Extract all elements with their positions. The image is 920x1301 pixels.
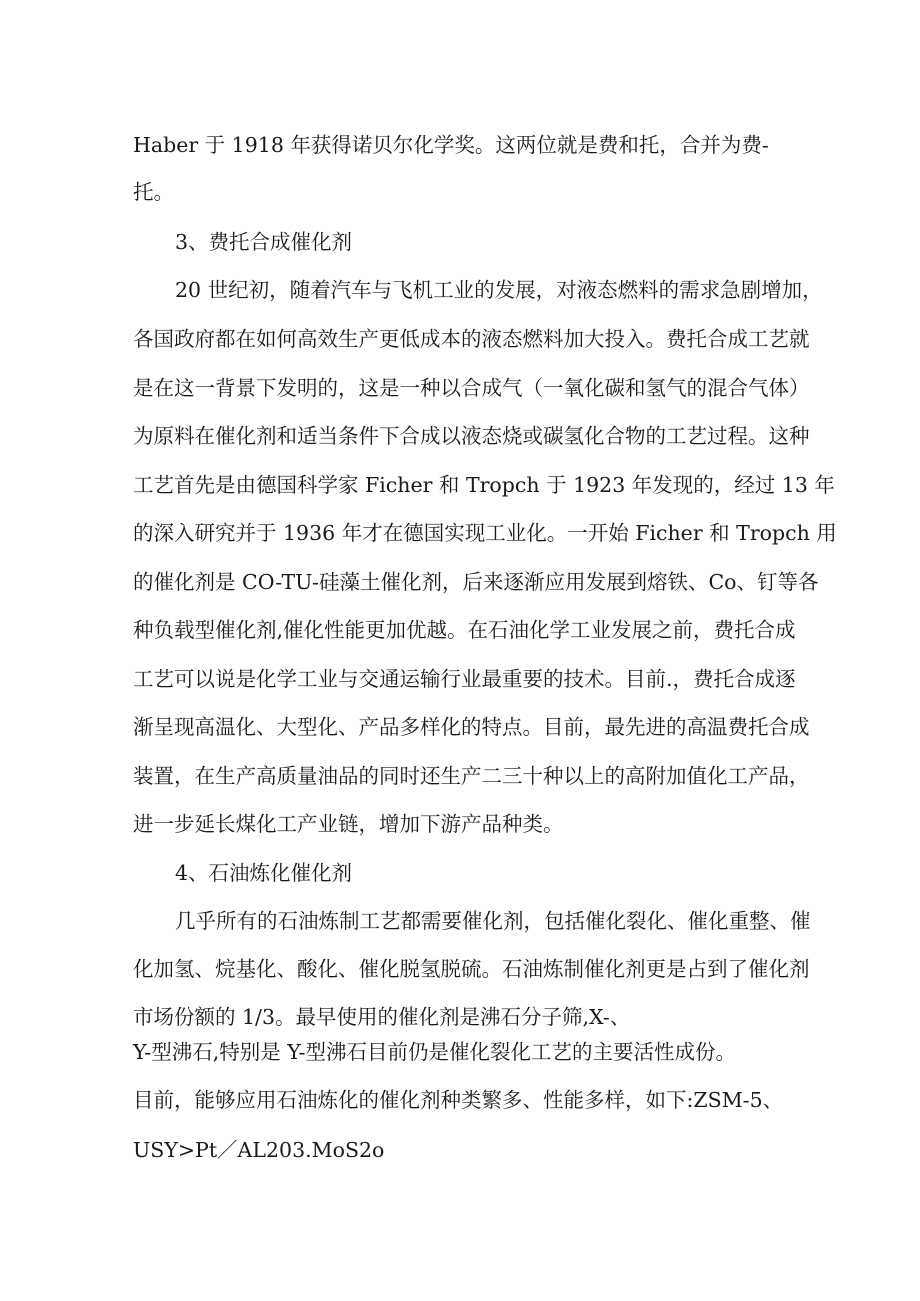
paragraph-line: 市场份额的 1/3。最早使用的催化剂是沸石分子筛,X-、 [133, 1005, 631, 1029]
paragraph-line: 工艺首先是由德国科学家 Ficher 和 Tropch 于 1923 年发现的，经过 13 年 [133, 473, 835, 497]
paragraph-line: 的深入研究并于 1936 年才在德国实现工业化。一开始 Ficher 和 Tropch 用 [133, 521, 837, 545]
paragraph-line: Haber 于 1918 年获得诺贝尔化学奖。这两位就是费和托，合并为费- [133, 133, 769, 157]
paragraph-line: 的催化剂是 CO-TU-硅藻土催化剂，后来逐渐应用发展到熔铁、Co、钉等各 [133, 570, 819, 594]
paragraph-line: 各国政府都在如何高效生产更低成本的液态燃料加大投入。费托合成工艺就 [133, 327, 810, 351]
section-heading: 3、费托合成催化剂 [175, 230, 353, 254]
paragraph-line: 目前，能够应用石油炼化的催化剂种类繁多、性能多样，如下:ZSM-5、 [133, 1088, 784, 1112]
paragraph-line: USY>Pt／AL203.MoS2o [133, 1138, 385, 1162]
paragraph-line: 化加氢、烷基化、酸化、催化脱氢脱硫。石油炼制催化剂更是占到了催化剂 [133, 957, 810, 981]
paragraph-line: 是在这一背景下发明的，这是一种以合成气（一氧化碳和氢气的混合气体） [133, 376, 810, 400]
paragraph-line: 为原料在催化剂和适当条件下合成以液态烧或碳氢化合物的工艺过程。这种 [133, 424, 810, 448]
paragraph-line: 装置，在生产高质量油品的同时还生产二三十种以上的高附加值化工产品， [133, 764, 810, 788]
paragraph-line: 工艺可以说是化学工业与交通运输行业最重要的技术。目前.，费托合成逐 [133, 667, 796, 691]
paragraph-line: Y-型沸石,特别是 Y-型沸石目前仍是催化裂化工艺的主要活性成份。 [133, 1040, 736, 1064]
paragraph-line: 托。 [133, 180, 174, 204]
paragraph-line: 渐呈现高温化、大型化、产品多样化的特点。目前，最先进的高温费托合成 [133, 715, 810, 739]
section-heading: 4、石油炼化催化剂 [175, 861, 353, 885]
paragraph-line: 进一步延长煤化工产业链，增加下游产品种类。 [133, 812, 564, 836]
paragraph-line: 种负载型催化剂,催化性能更加优越。在石油化学工业发展之前，费托合成 [133, 618, 796, 642]
paragraph-line: 几乎所有的石油炼制工艺都需要催化剂，包括催化裂化、催化重整、催 [175, 909, 811, 933]
paragraph-line: 20 世纪初，随着汽车与飞机工业的发展，对液态燃料的需求急剧增加， [175, 278, 823, 302]
